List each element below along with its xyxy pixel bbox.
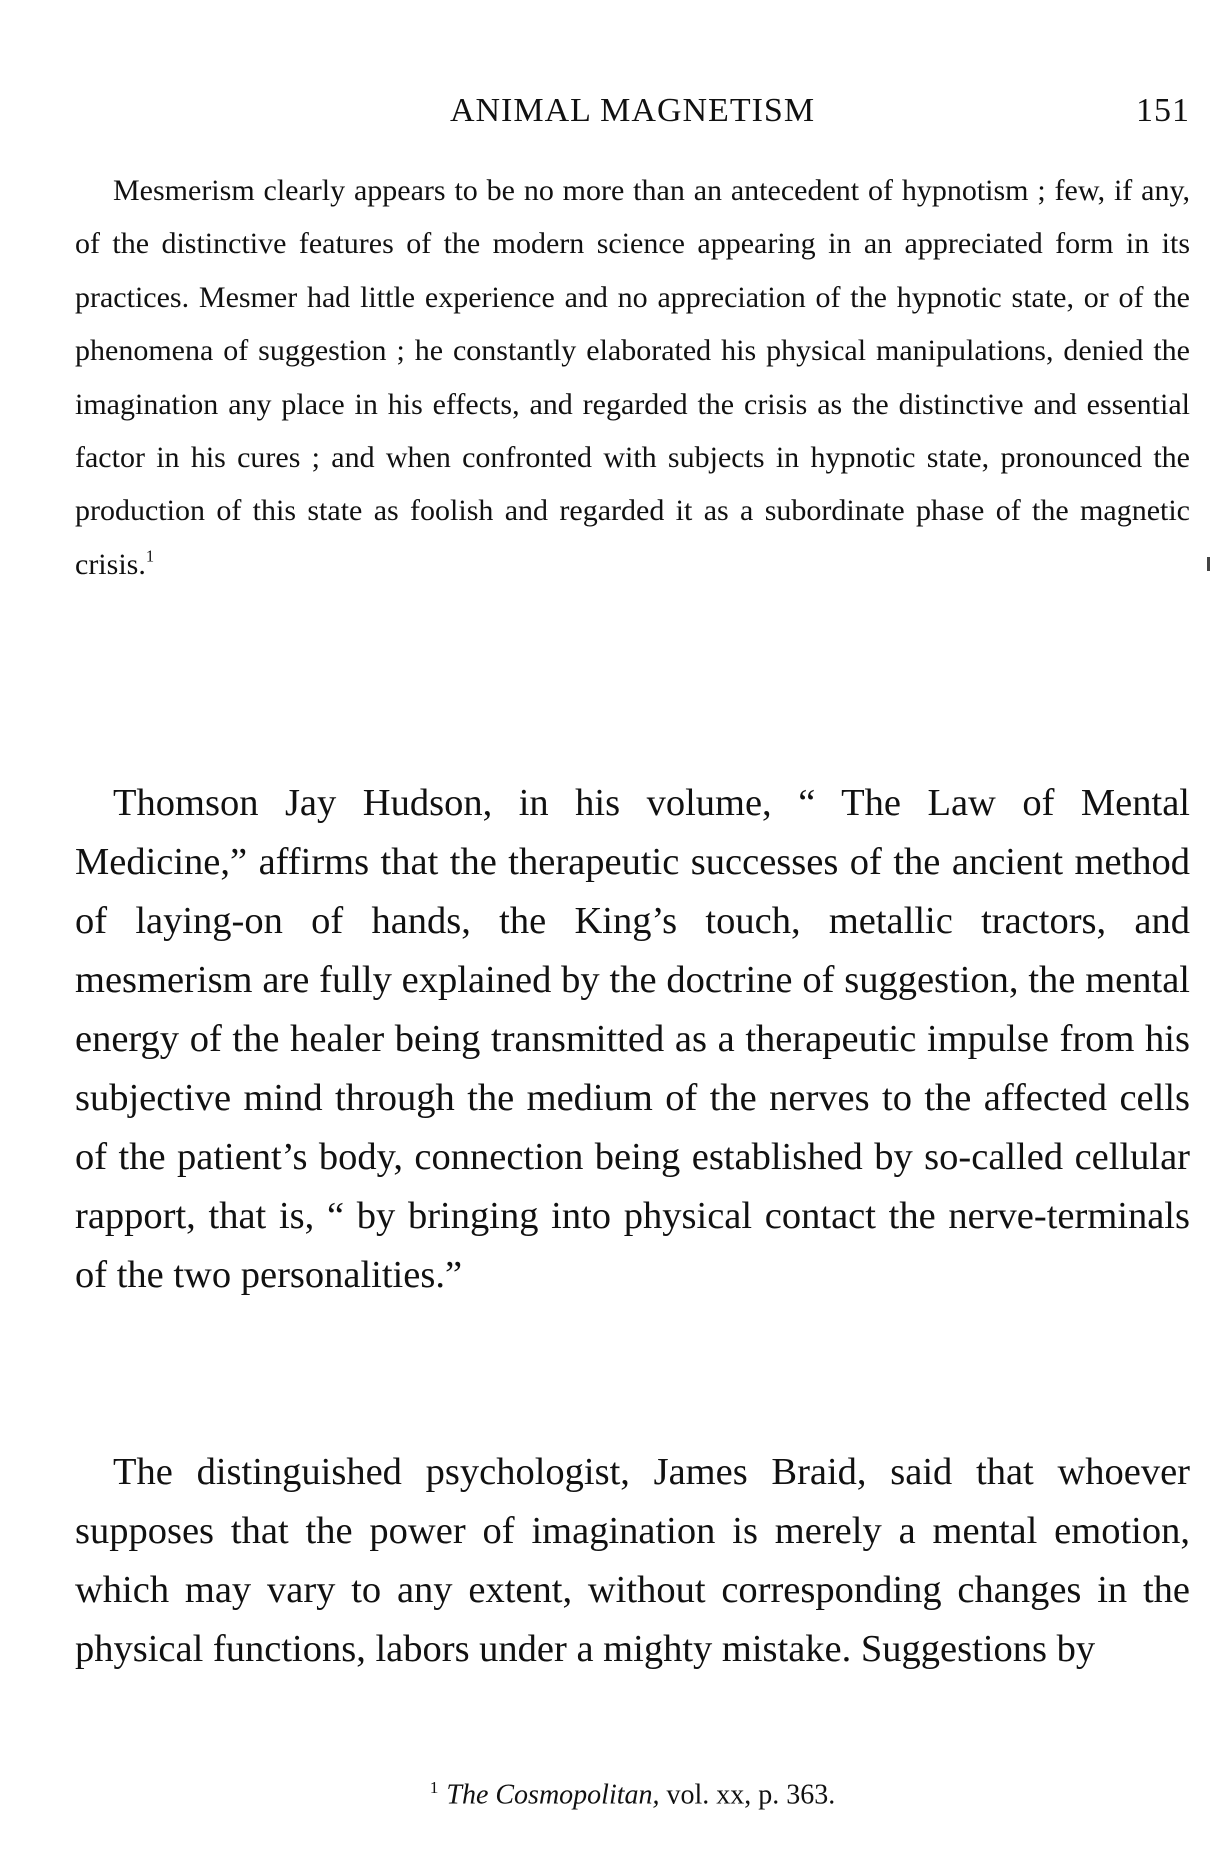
paragraph-mesmerism-text: Mesmerism clearly appears to be no more than an antecedent of hypnotism ; few, if any, of the distinctive features of the modern science appearing in an appreciated form in its practices. Mesmer had little experience and no appreciation of the hypnotic state, or of the phenomena of suggestion ; he constantly elaborated his physical manipulations, denied the imagination any place in his effects, and regarded the crisis as the distinctive and essential factor in his cures ; and when confronted with subjects in hypnotic state, pronounced the production of this state as foolish and regarded it as a subordinate phase of the magnetic crisis.	[75, 174, 1190, 581]
footnote-reference: 1	[145, 546, 155, 566]
footnote	[75, 1770, 1190, 1813]
footnote-citation: vol. xx, p. 363.	[666, 1779, 836, 1811]
page-number: 151	[1136, 92, 1190, 129]
margin-mark	[1207, 557, 1210, 571]
footnote-title: The Cosmopolitan,	[446, 1779, 660, 1811]
paragraph-hudson: Thomson Jay Hudson, in his volume, “ The Law of Mental Medicine,” affirms that the therapeutic successes of the ancient method of laying-on of hands, the King’s touch, metallic tractors, and mesmerism are fully explained by the doctrine of suggestion, the mental energy of the healer being transmitted as a therapeutic impulse from his subjective mind through the medium of the nerves to the affected cells of the patient’s body, connection being established by so-called cellular rapport, that is, “ by bringing into physical contact the nerve-terminals of the two personalities.”	[75, 782, 1190, 1296]
running-title: ANIMAL MAGNETISM	[449, 92, 816, 129]
book-page	[75, 0, 1190, 1868]
running-head	[75, 92, 1190, 136]
paragraph-braid: The distinguished psychologist, James Braid, said that whoever supposes that the power of imagination is merely a mental emotion, which may vary to any extent, without corresponding changes in the physical functions, labors under a mighty mistake. Suggestions by	[75, 1451, 1190, 1670]
paragraph-mesmerism	[75, 164, 1190, 591]
footnote-marker: 1	[429, 1778, 439, 1797]
